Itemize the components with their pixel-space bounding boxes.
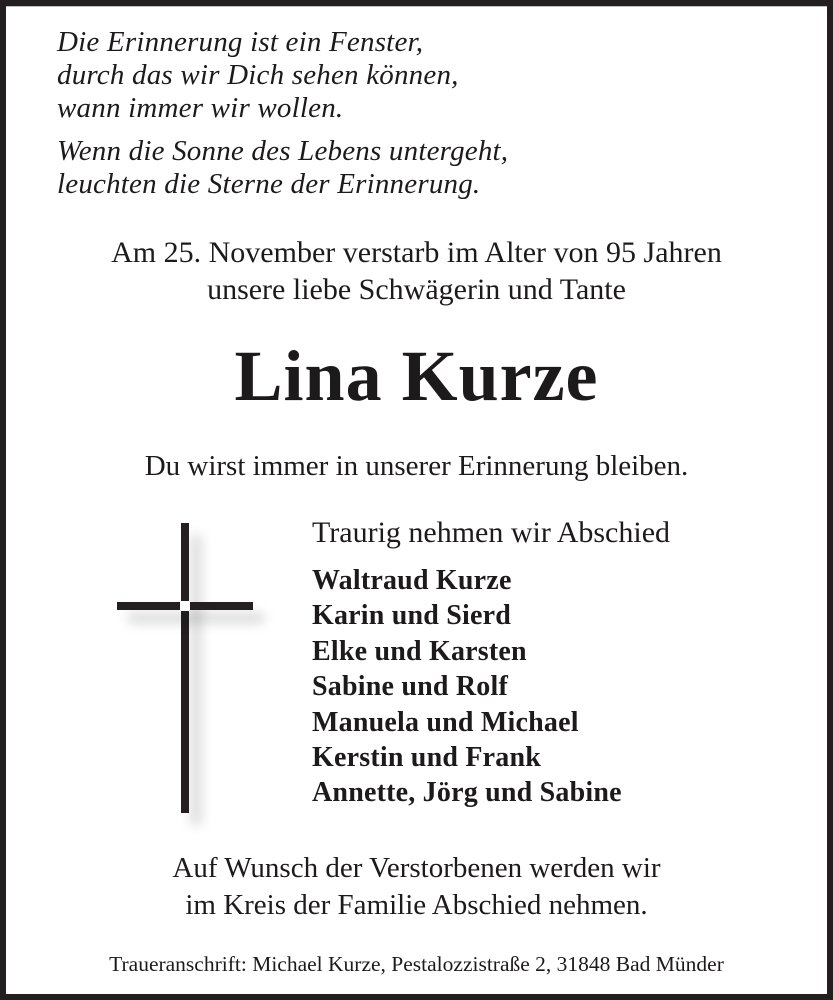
farewell-block (312, 515, 670, 811)
deceased-name: Lina Kurze (234, 336, 599, 416)
closing-statement (6, 850, 827, 924)
poem-line: wann immer wir wollen. (57, 92, 344, 124)
announcement-line: unsere liebe Schwägerin und Tante (207, 273, 626, 306)
death-announcement (6, 234, 827, 308)
poem-line: Wenn die Sonne des Lebens untergeht, (57, 135, 509, 167)
cross-center-gap (180, 601, 190, 611)
poem-line: durch das wir Dich sehen können, (57, 59, 459, 91)
poem-stanza-2 (57, 135, 508, 201)
mourners-list (312, 563, 670, 811)
closing-line: im Kreis der Familie Abschied nehmen. (185, 889, 648, 921)
remembrance-line: Du wirst immer in unserer Erinnerung bleiben. (144, 450, 689, 482)
mourner-name: Sabine und Rolf (312, 671, 508, 703)
closing-line: Auf Wunsch der Verstorbenen werden wir (172, 852, 661, 884)
poem-stanza-1 (57, 26, 508, 125)
mourner-name: Manuela und Michael (312, 706, 579, 738)
poem-line: leuchten die Sterne der Erinnerung. (57, 168, 481, 200)
poem-line: Die Erinnerung ist ein Fenster, (57, 26, 424, 58)
mourner-name: Elke und Karsten (312, 635, 527, 667)
mourner-name: Kerstin und Frank (312, 742, 541, 774)
mourner-name: Annette, Jörg und Sabine (312, 777, 622, 809)
mourner-name: Karin und Sierd (312, 600, 512, 632)
mourning-address: Traueranschrift: Michael Kurze, Pestalozzistraße 2, 31848 Bad Münder (109, 952, 724, 976)
farewell-lead: Traurig nehmen wir Abschied (312, 516, 671, 549)
memorial-cross-icon (117, 523, 253, 813)
poem-block (57, 26, 508, 201)
cross-vertical-bar (181, 523, 189, 813)
mourner-name: Waltraud Kurze (312, 565, 512, 596)
announcement-line: Am 25. November verstarb im Alter von 95 Jahren (111, 236, 722, 269)
